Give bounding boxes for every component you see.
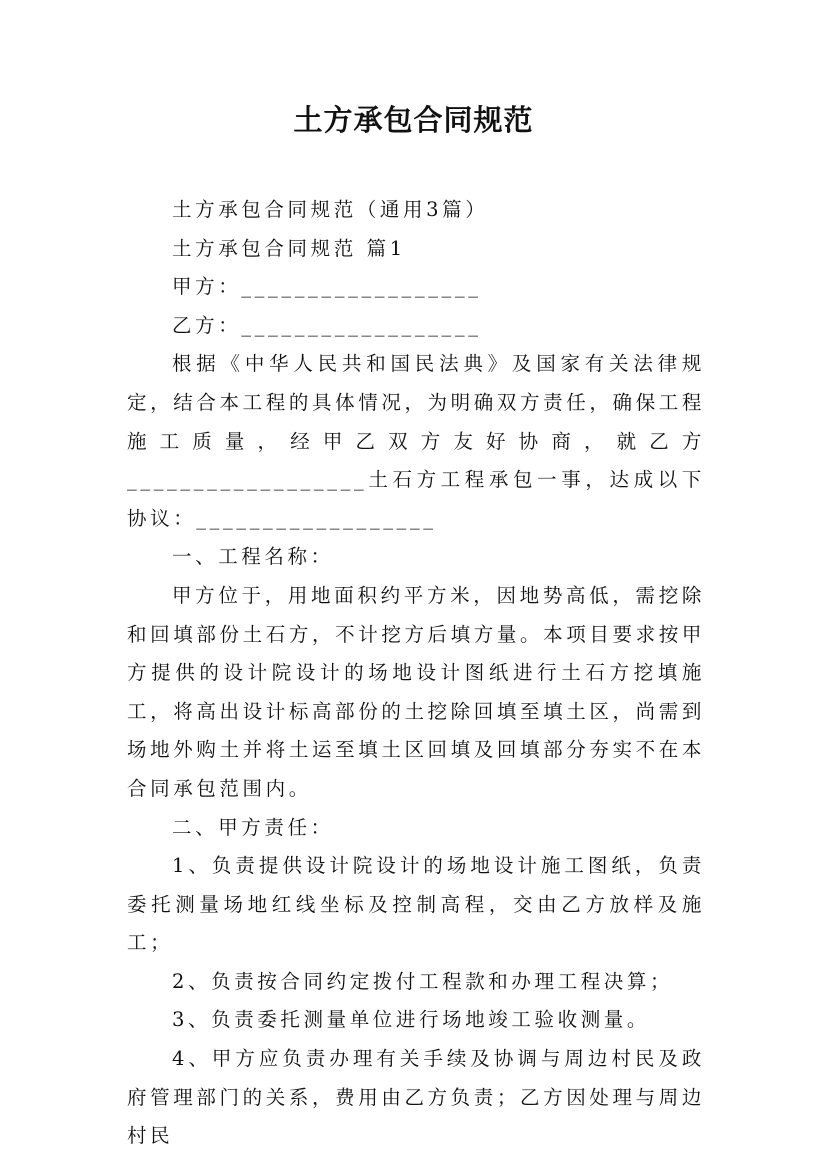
project-description-paragraph: 甲方位于，用地面积约平方米，因地势高低，需挖除和回填部份土石方，不计挖方后填方量。本项目要求按甲方提供的设计院设计的场地设计图纸进行土石方挖填施工，将高出设计标高部份的土挖除回填至填土区，尚需到场地外购土并将土运至填土区回填及回填部分夯实不在本合同承包范围内。 (127, 583, 705, 800)
doc-subtitle: 土方承包合同规范（通用3篇） (172, 198, 489, 221)
duty-item-4: 4、甲方应负责办理有关手续及协调与周边村民及政府管理部门的关系，费用由乙方负责；乙方因处理与周边村民 (127, 1047, 705, 1148)
section-heading-part-1: 土方承包合同规范 篇1 (172, 236, 406, 260)
preamble-paragraph: 根据《中华人民共和国民法典》及国家有关法律规定，结合本工程的具体情况，为明确双方责任，确保工程施工质量，经甲乙双方友好协商，就乙方__________________土石方工程承包一事，达成以下协议：__________________ (127, 352, 705, 530)
duty-item-2: 2、负责按合同约定拨付工程款和办理工程决算； (172, 969, 674, 993)
document-title: 土方承包合同规范 (293, 103, 534, 137)
document-body (127, 191, 705, 1156)
party-a-line: 甲方：__________________ (172, 275, 482, 299)
heading-project-name: 一、工程名称： (172, 545, 334, 569)
heading-party-a-duties: 二、甲方责任： (172, 815, 334, 839)
party-b-line: 乙方：__________________ (172, 313, 482, 337)
duty-item-3: 3、负责委托测量单位进行场地竣工验收测量。 (172, 1008, 651, 1032)
duty-item-1: 1、负责提供设计院设计的场地设计施工图纸，负责委托测量场地红线坐标及控制高程，交由乙方放样及施工； (127, 854, 705, 955)
